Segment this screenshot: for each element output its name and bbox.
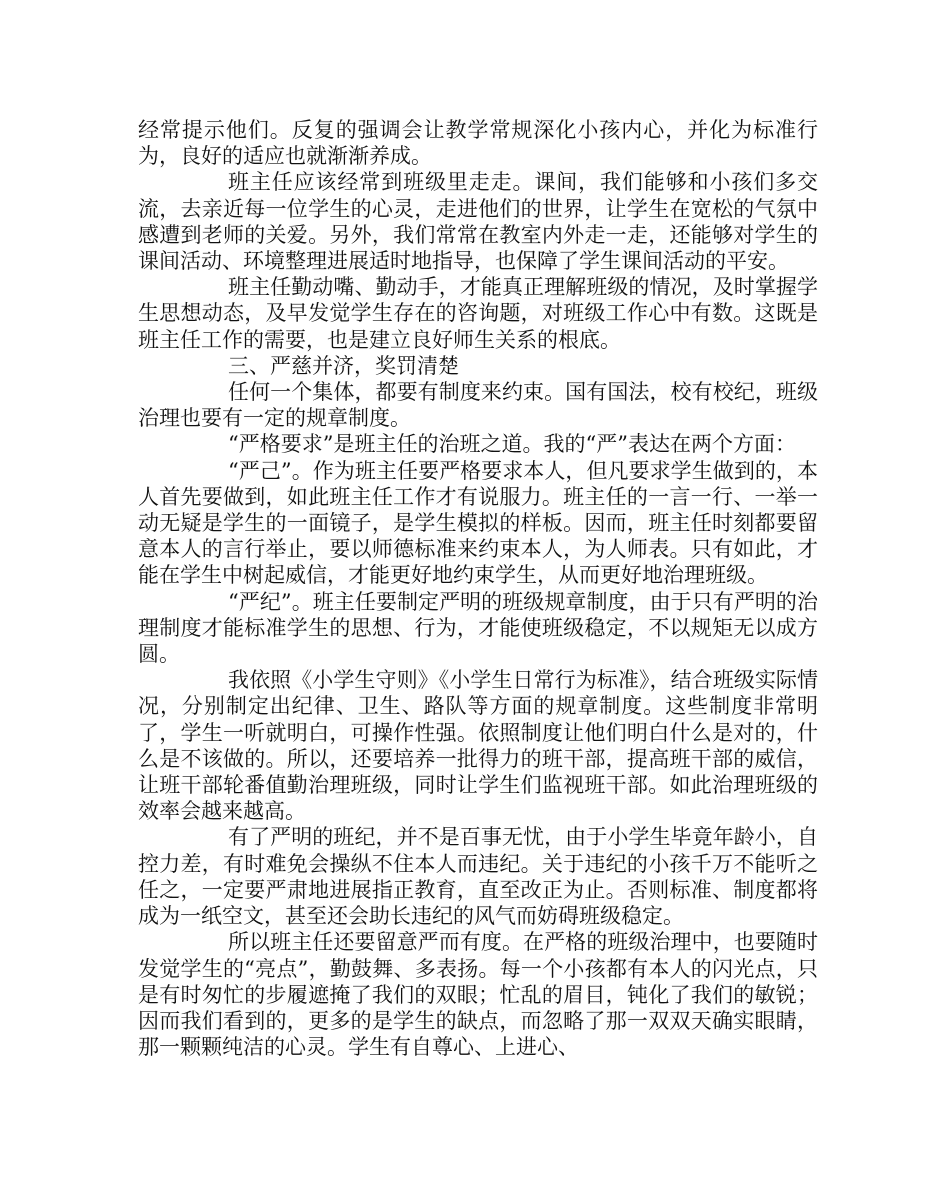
paragraph-6: “严己”。作为班主任要严格要求本人，但凡要求学生做到的，本人首先要做到，如此班主任工作才有说服力。班主任的一言一行、一举一动无疑是学生的一面镜子，是学生模拟的样板。因而，班主任时刻都要留意本人的言行举止，要以师德标准来约束本人，为人师表。只有如此，才能在学生中树起威信，才能更好地约束学生，从而更好地治理班级。	[138, 458, 818, 588]
paragraph-5: “严格要求”是班主任的治班之道。我的“严”表达在两个方面：	[228, 432, 796, 457]
section-heading: 三、严慈并济，奖罚清楚	[228, 353, 459, 378]
paragraph-3: 班主任勤动嘴、勤动手，才能真正理解班级的情况，及时掌握学生思想动态，及早发觉学生存在的咨询题，对班级工作心中有数。这既是班主任工作的需要，也是建立良好师生关系的根底。	[138, 275, 818, 352]
paragraph-1: 经常提示他们。反复的强调会让教学常规深化小孩内心，并化为标准行为，良好的适应也就渐渐养成。	[138, 118, 818, 169]
paragraph-2: 班主任应该经常到班级里走走。课间，我们能够和小孩们多交流，去亲近每一位学生的心灵，走进他们的世界，让学生在宽松的气氛中感遭到老师的关爱。另外，我们常常在教室内外走一走，还能够对学生的课间活动、环境整理进展适时地指导，也保障了学生课间活动的平安。	[138, 170, 818, 274]
paragraph-9: 有了严明的班纪，并不是百事无忧，由于小学生毕竟年龄小，自控力差，有时难免会操纵不住本人而违纪。关于违纪的小孩千万不能听之任之，一定要严肃地进展指正教育，直至改正为止。否则标准、制度都将成为一纸空文，甚至还会助长违纪的风气而妨碍班级稳定。	[138, 825, 818, 929]
paragraph-8: 我依照《小学生守则》《小学生日常行为标准》，结合班级实际情况，分别制定出纪律、卫生、路队等方面的规章制度。这些制度非常明了，学生一听就明白，可操作性强。依照制度让他们明白什么是对的，什么是不该做的。所以，还要培养一批得力的班干部，提高班干部的威信，让班干部轮番值勤治理班级，同时让学生们监视班干部。如此治理班级的效率会越来越高。	[138, 668, 818, 824]
paragraph-4: 任何一个集体，都要有制度来约束。国有国法，校有校纪，班级治理也要有一定的规章制度。	[138, 380, 818, 431]
paragraph-10: 所以班主任还要留意严而有度。在严格的班级治理中，也要随时发觉学生的“亮点”，勤鼓舞、多表扬。每一个小孩都有本人的闪光点，只是有时匆忙的步履遮掩了我们的双眼；忙乱的眉目，钝化了我们的敏锐；因而我们看到的，更多的是学生的缺点，而忽略了那一双双天确实眼睛，那一颗颗纯洁的心灵。学生有自尊心、上进心、	[138, 930, 818, 1060]
document-body	[138, 117, 818, 1060]
paragraph-7: “严纪”。班主任要制定严明的班级规章制度，由于只有严明的治理制度才能标准学生的思想、行为，才能使班级稳定，不以规矩无以成方圆。	[138, 589, 818, 667]
